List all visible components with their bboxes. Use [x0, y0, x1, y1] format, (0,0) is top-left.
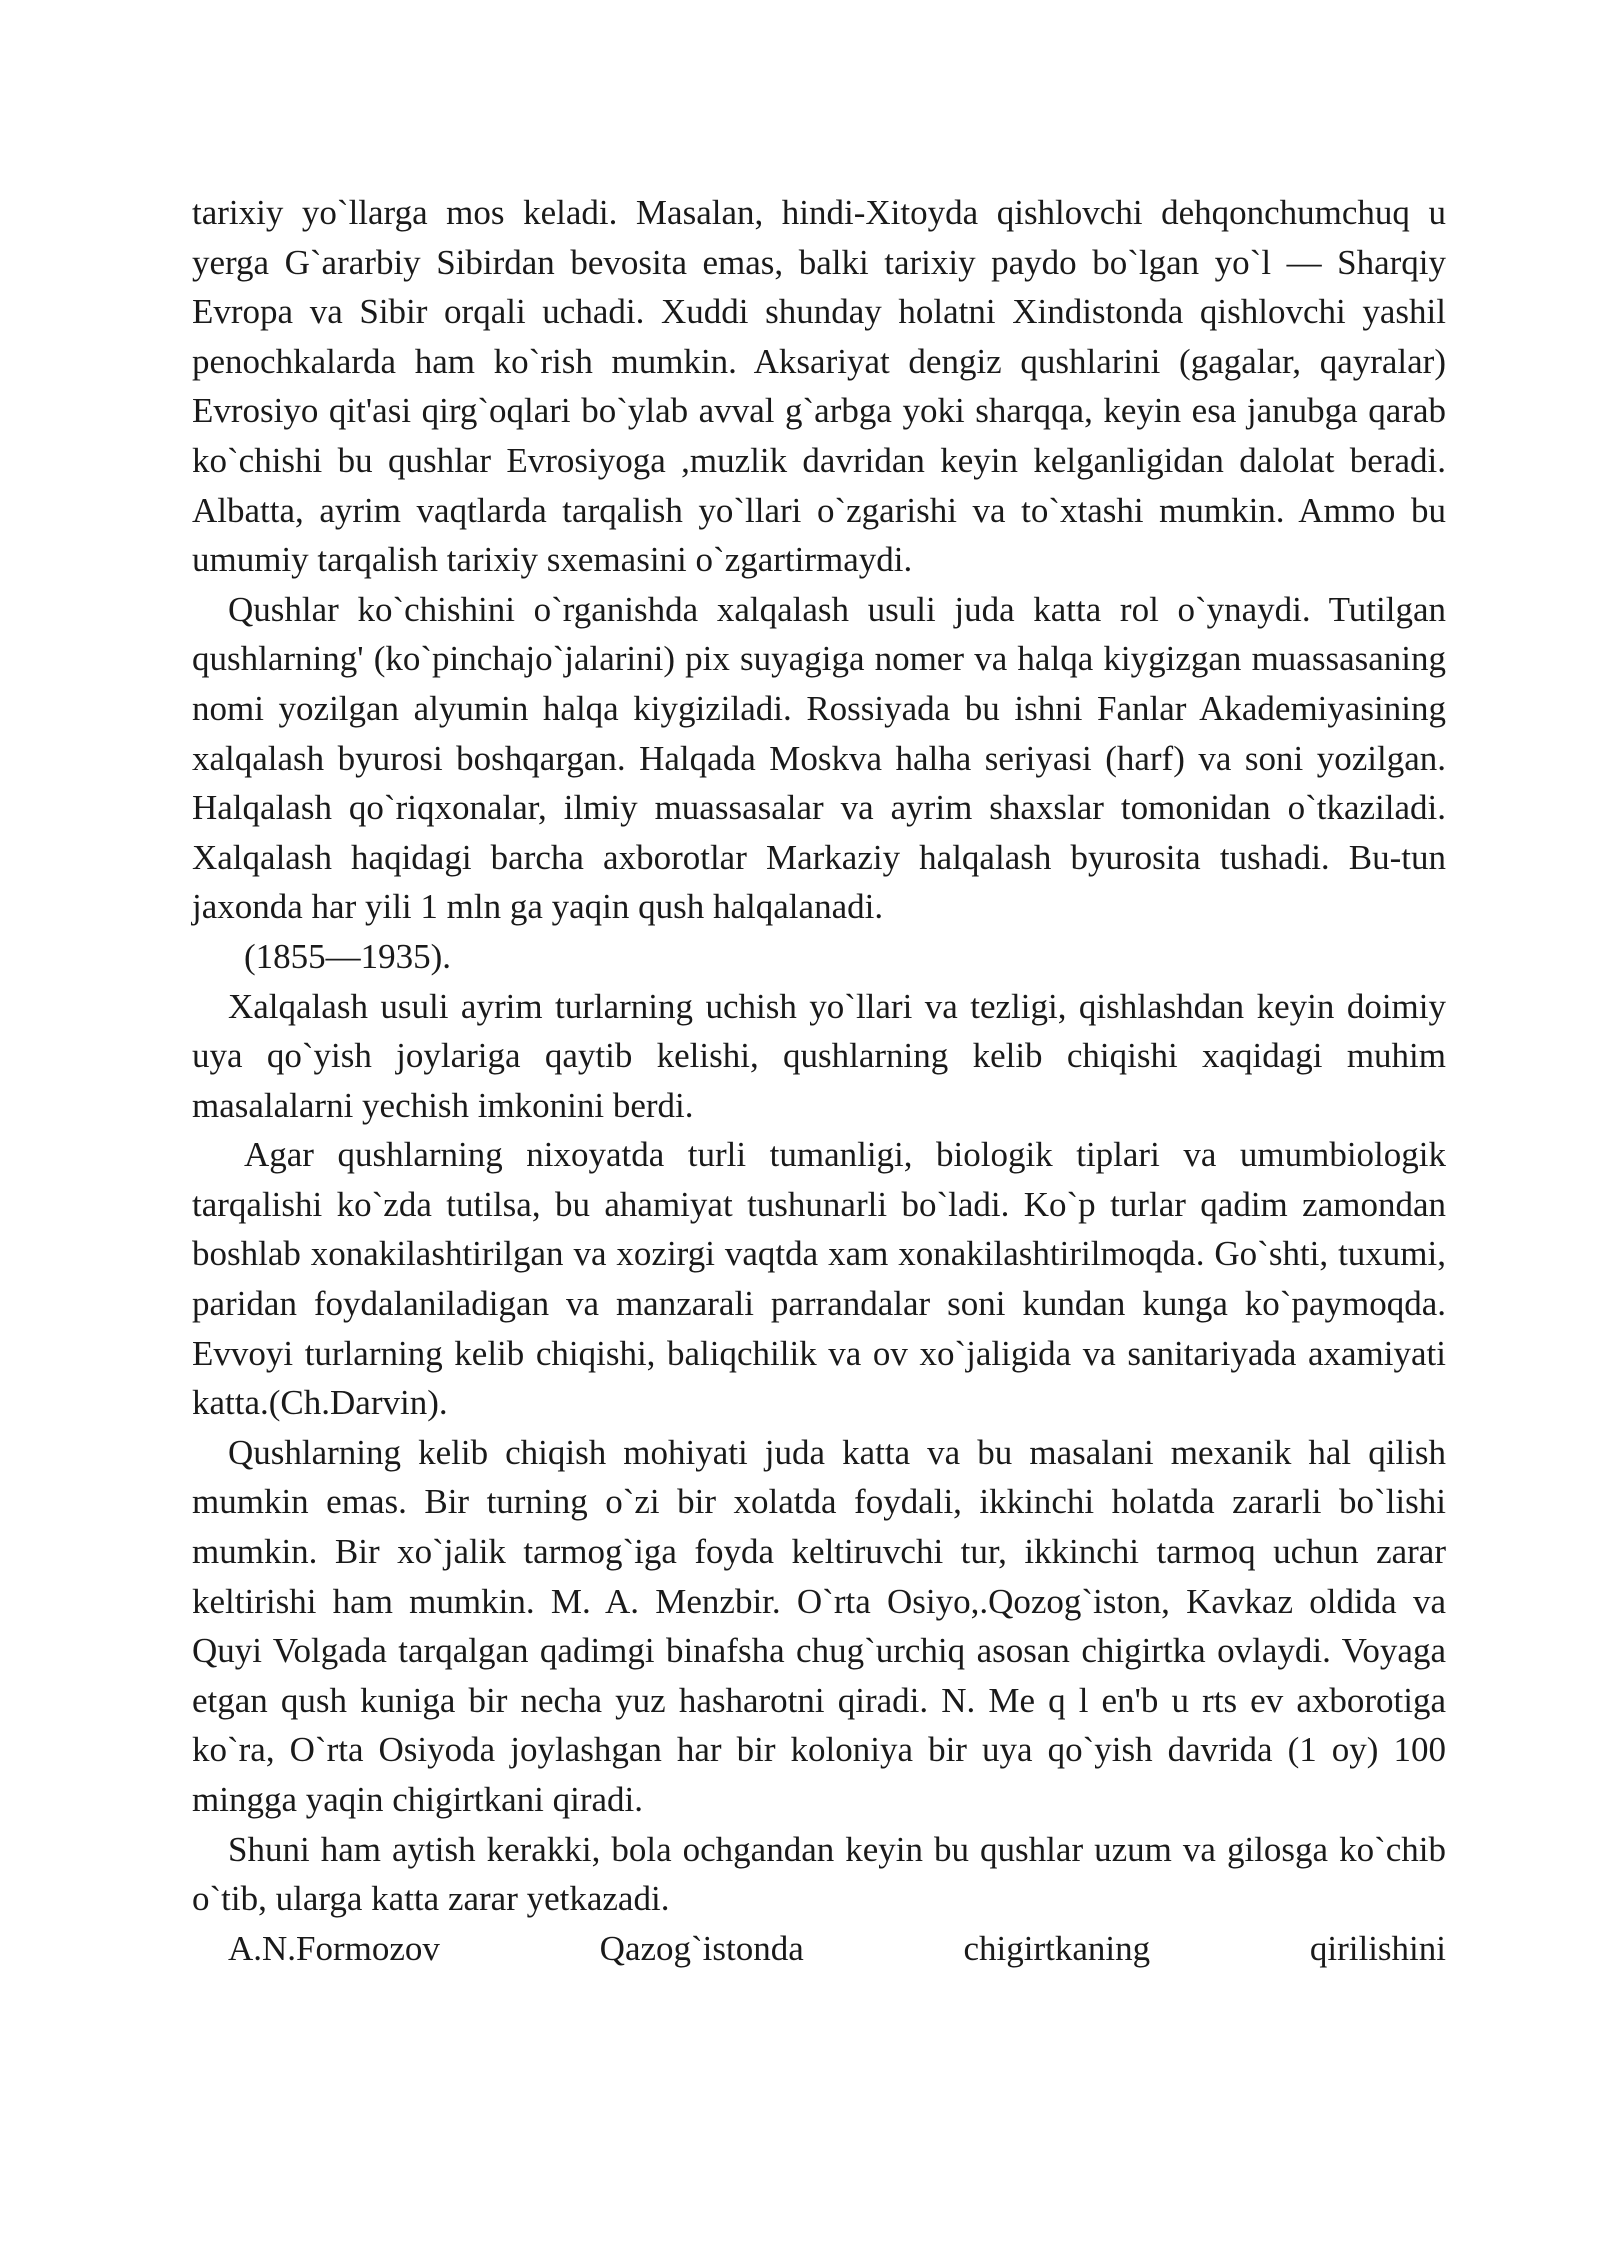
paragraph-1: tarixiy yo`llarga mos keladi. Masalan, hindi-Xitoyda qishlovchi dehqonchumchuq u yerga G`ararbiy Sibirdan bevosita emas, balki tarixiy paydo bo`lgan yo`l — Sharqiy Evropa va Sibir orqali uchadi. Xuddi shunday holatni Xindistonda qishlovchi yashil penochkalarda ham ko`rish mumkin. Aksariyat dengiz qushlarini (gagalar, qayralar) Evrosiyo qit'asi qirg`oqlari bo`ylab avval g`arbga yoki sharqqa, keyin esa janubga qarab ko`chishi bu qushlar Evrosiyoga ,muzlik davridan keyin kelganligidan dalolat beradi. Albatta, ayrim vaqtlarda tarqalish yo`llari o`zgarishi va to`xtashi mumkin. Ammo bu umumiy tarqalish tarixiy sxemasini o`zgartirmaydi. [192, 193, 1446, 580]
paragraph-8: A.N.Formozov Qazog`istonda chigirtkaning qirilishini [228, 1928, 1446, 1968]
paragraph-7: Shuni ham aytish kerakki, bola ochgandan keyin bu qushlar uzum va gilosga ko`chib o`tib, ularga katta zarar yetkazadi. [192, 1829, 1446, 1919]
paragraph-4: Xalqalash usuli ayrim turlarning uchish yo`llari va tezligi, qishlashdan keyin doimiy uya qo`yish joylariga qaytib kelishi, qushlarning kelib chiqishi xaqidagi muhim masalalarni yechish imkonini berdi. [192, 986, 1446, 1125]
paragraph-3: (1855—1935). [244, 936, 452, 976]
paragraph-5: Agar qushlarning nixoyatda turli tumanligi, biologik tiplari va umumbiologik tarqalishi ko`zda tutilsa, bu ahamiyat tushunarli bo`ladi. Ko`p turlar qadim zamondan boshlab xonakilashtirilgan va xozirgi vaqtda xam xonakilashtirilmoqda. Go`shti, tuxumi, paridan foydalaniladigan va manzarali parrandalar soni kundan kunga ko`paymoqda. Evvoyi turlarning kelib chiqishi, baliqchilik va ov xo`jaligida va sanitariyada axamiyati katta.(Ch.Darvin). [192, 1135, 1446, 1423]
paragraph-6: Qushlarning kelib chiqish mohiyati juda katta va bu masalani mexanik hal qilish mumkin emas. Bir turning o`zi bir xolatda foydali, ikkinchi holatda zararli bo`lishi mumkin. Bir xo`jalik tarmog`iga foyda keltiruvchi tur, ikkinchi tarmoq uchun zarar keltirishi ham mumkin. M. A. Menzbir. O`rta Osiyo,.Qozog`iston, Kavkaz oldida va Quyi Volgada tarqalgan qadimgi binafsha chug`urchiq asosan chigirtka ovlaydi. Voyaga etgan qush kuniga bir necha yuz hasharotni qiradi. N. Me q l en'b u rts ev axborotiga ko`ra, O`rta Osiyoda joylashgan har bir koloniya bir uya qo`yish davrida (1 oy) 100 mingga yaqin chigirtkani qiradi. [192, 1432, 1446, 1819]
document-body [192, 188, 1446, 1973]
paragraph-2: Qushlar ko`chishini o`rganishda xalqalash usuli juda katta rol o`ynaydi. Tutilgan qushlarning' (ko`pinchajo`jalarini) pix suyagiga nomer va halqa kiygizgan muassasaning nomi yozilgan alyumin halqa kiygiziladi. Rossiyada bu ishni Fanlar Akademiyasining xalqalash byurosi boshqargan. Halqada Moskva halha seriyasi (harf) va soni yozilgan. Halqalash qo`riqxonalar, ilmiy muassasalar va ayrim shaxslar tomonidan o`tkaziladi. Xalqalash haqidagi barcha axborotlar Markaziy halqalash byurosita tushadi. Bu-tun jaxonda har yili 1 mln ga yaqin qush halqalanadi. [192, 589, 1446, 927]
